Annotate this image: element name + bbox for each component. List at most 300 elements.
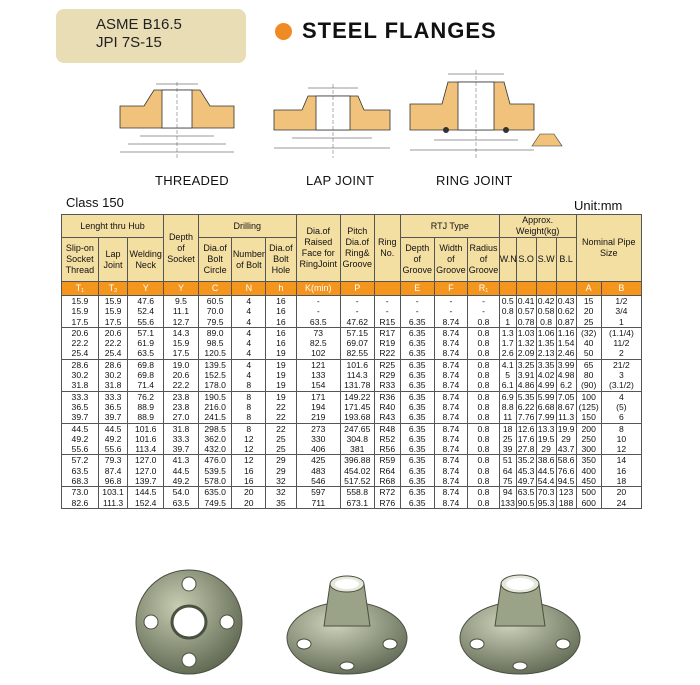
table-cell: 0.41 — [517, 296, 535, 306]
header-so: S.O — [516, 238, 536, 282]
table-cell: 6.35 — [400, 455, 434, 466]
table-cell: 15.9 — [62, 296, 99, 307]
table-cell: 20 — [232, 487, 266, 498]
table-cell: 39.7 — [98, 412, 127, 423]
table-cell: 673.1 — [340, 498, 374, 509]
table-cell: 0.43 — [557, 296, 575, 306]
table-cell: (90) — [576, 380, 601, 391]
table-cell: R36 — [374, 391, 400, 402]
table-cell: 304.8 — [340, 434, 374, 444]
table-cell: 18 — [601, 476, 641, 487]
table-cell: 79.5 — [198, 317, 232, 328]
table-body — [62, 296, 642, 509]
table-cell: 19 — [266, 380, 297, 391]
table-cell: 47.6 — [128, 296, 164, 307]
symbol-cell: Y — [164, 282, 199, 296]
table-cell: 190.5 — [198, 391, 232, 402]
table-cell: 19 — [266, 370, 297, 380]
table-cell: 1.3 — [499, 327, 516, 338]
table-row — [62, 412, 642, 423]
table-cell: 8.74 — [434, 466, 468, 476]
table-cell: 94 — [499, 487, 516, 498]
bullet-icon — [275, 23, 292, 40]
table-cell: 14.3 — [164, 327, 199, 338]
table-cell: 4 — [232, 327, 266, 338]
table-cell: 22 — [266, 412, 297, 423]
table-cell: 12.7 — [164, 317, 199, 328]
table-cell: 20.6 — [98, 327, 127, 338]
table-cell: 200 — [576, 423, 601, 434]
table-cell: 1.16 — [557, 327, 575, 338]
table-cell: 69.07 — [340, 338, 374, 348]
table-cell: 69.8 — [128, 370, 164, 380]
table-cell: 90.5 — [517, 497, 535, 508]
table-cell: 52.4 — [128, 306, 164, 316]
table-cell: R72 — [374, 487, 400, 498]
table-cell: 154 — [296, 380, 340, 391]
table-cell: 0.42 — [537, 296, 555, 306]
table-cell: 32 — [266, 487, 297, 498]
table-cell: 57.1 — [128, 327, 164, 338]
table-cell: 6.35 — [400, 348, 434, 359]
table-cell: 25 — [576, 317, 601, 328]
table-cell: (5) — [601, 402, 641, 412]
table-cell: 15.9 — [164, 338, 199, 348]
table-cell: 23.8 — [164, 402, 199, 412]
table-cell: R15 — [374, 317, 400, 328]
table-cell: 20.6 — [62, 327, 99, 338]
table-cell: 16 — [266, 296, 297, 307]
table-cell: 96.8 — [98, 476, 127, 487]
table-cell: 12 — [232, 455, 266, 466]
table-cell: 1.32 — [517, 338, 535, 349]
table-cell: 36.5 — [98, 402, 127, 412]
table-cell: 4 — [232, 306, 266, 316]
symbol-cell — [499, 282, 516, 296]
table-row — [62, 359, 642, 370]
table-cell: 43.7 — [557, 444, 575, 455]
header-groove-width: Width of Groove — [434, 238, 468, 282]
table-cell: 4.98 — [557, 370, 575, 381]
table-cell: - — [374, 306, 400, 316]
symbol-cell: Y — [128, 282, 164, 296]
table-cell: 8.74 — [434, 338, 468, 348]
flange-dimension-table — [61, 214, 642, 509]
table-cell: 44.5 — [164, 466, 199, 476]
table-cell: 0.8 — [468, 327, 500, 338]
table-cell: 63.5 — [296, 317, 340, 328]
table-cell: R68 — [374, 476, 400, 487]
table-cell: 2 — [601, 348, 641, 359]
table-cell: 24 — [601, 498, 641, 509]
table-cell: 25.4 — [62, 348, 99, 359]
table-cell: 4.86 — [517, 380, 535, 391]
table-cell: 1 — [601, 317, 641, 328]
lap-joint-label: LAP JOINT — [306, 173, 375, 188]
table-cell: 139.7 — [128, 476, 164, 487]
table-cell: 49.7 — [517, 476, 535, 487]
table-cell: 4 — [232, 338, 266, 348]
table-cell: 70.3 — [537, 487, 555, 498]
table-cell: 17.5 — [62, 317, 99, 328]
table-cell: 8.74 — [434, 412, 468, 423]
table-row — [62, 498, 642, 509]
header-pitch: Pitch Dia.of Ring& Groove — [340, 215, 374, 282]
table-cell: 0.8 — [468, 498, 500, 509]
table-cell: 57.15 — [340, 327, 374, 338]
table-cell: 300 — [576, 444, 601, 455]
table-cell: 19 — [266, 359, 297, 370]
table-cell: 31.8 — [98, 380, 127, 391]
table-cell: 500 — [576, 487, 601, 498]
table-cell: 1 — [499, 317, 516, 328]
table-cell: 10 — [601, 434, 641, 444]
table-cell: 381 — [340, 444, 374, 455]
table-cell: 2.09 — [517, 348, 535, 359]
table-row — [62, 444, 642, 455]
table-cell: R56 — [374, 444, 400, 455]
table-cell: 1/2 — [601, 296, 641, 307]
table-cell: 1.06 — [537, 327, 555, 338]
table-cell: 87.4 — [98, 466, 127, 476]
table-cell: 0.8 — [468, 402, 500, 412]
table-cell: 73 — [296, 327, 340, 338]
table-cell: 63.5 — [517, 487, 535, 498]
table-cell: 114.3 — [340, 370, 374, 380]
table-cell: 25 — [266, 434, 297, 444]
table-cell: 144.5 — [128, 487, 164, 498]
table-cell: 5.99 — [537, 391, 555, 402]
table-cell: 432.0 — [198, 444, 232, 455]
table-cell: 0.8 — [468, 359, 500, 370]
table-cell: 15.9 — [98, 306, 127, 316]
table-cell: 70.0 — [198, 306, 232, 316]
table-cell: 22.2 — [62, 338, 99, 348]
table-cell: 8.74 — [434, 359, 468, 370]
table-cell: 171.45 — [340, 402, 374, 412]
table-cell: 25 — [266, 444, 297, 455]
table-cell: 8.74 — [434, 370, 468, 380]
table-cell: 171 — [296, 391, 340, 402]
header-bolt-circle: Dia.of Bolt Circle — [198, 238, 232, 282]
table-cell: 76.6 — [557, 465, 575, 476]
table-cell: 6.9 — [499, 391, 516, 402]
table-cell: 47.62 — [340, 317, 374, 328]
header-bolt-hole: Dia.of Bolt Hole — [266, 238, 297, 282]
table-cell: 6.35 — [400, 487, 434, 498]
flange-photo-welding-neck-2 — [455, 566, 585, 678]
table-cell: 8 — [601, 423, 641, 434]
table-cell: 94.5 — [557, 476, 575, 487]
table-cell: 454.02 — [340, 466, 374, 476]
table-cell: 0.62 — [557, 306, 575, 317]
table-cell: 7.05 — [557, 391, 575, 402]
table-cell: 64 — [499, 466, 516, 476]
table-cell: 44.5 — [62, 423, 99, 434]
table-cell: 29 — [266, 466, 297, 476]
table-cell: 517.52 — [340, 476, 374, 487]
table-cell: 6.1 — [499, 380, 516, 391]
table-cell: 8.74 — [434, 487, 468, 498]
table-cell: 31.8 — [62, 380, 99, 391]
symbol-cell: h — [266, 282, 297, 296]
table-cell: 0.8 — [468, 391, 500, 402]
table-cell: 54.4 — [537, 476, 555, 487]
table-cell: 95.3 — [537, 497, 555, 508]
table-cell: 61.9 — [128, 338, 164, 348]
table-cell: 16 — [232, 476, 266, 487]
table-cell: 8.74 — [434, 423, 468, 434]
table-cell: 63.5 — [62, 466, 99, 476]
table-cell: 25 — [499, 434, 516, 444]
table-cell: 0.8 — [468, 476, 500, 487]
table-cell: 400 — [576, 466, 601, 476]
table-cell: 16 — [601, 466, 641, 476]
table-cell: 247.65 — [340, 423, 374, 434]
table-cell: 3.91 — [517, 370, 535, 381]
table-cell: 63.5 — [128, 348, 164, 359]
table-cell: 11.3 — [558, 412, 575, 423]
table-row — [62, 455, 642, 466]
table-cell: 15.9 — [62, 306, 99, 316]
table-cell: 88.9 — [128, 402, 164, 412]
table-cell: 101.6 — [340, 359, 374, 370]
header-num-bolt: Number of Bolt — [232, 238, 266, 282]
table-cell: 113.4 — [128, 444, 164, 455]
table-cell: 0.8 — [499, 306, 516, 316]
table-cell: 3.25 — [517, 359, 535, 370]
table-cell: 178.0 — [198, 380, 232, 391]
table-cell: 127.0 — [128, 455, 164, 466]
header-depth: Depth of Socket — [164, 215, 199, 282]
table-cell: R43 — [374, 412, 400, 423]
table-cell: 8 — [232, 412, 266, 423]
table-cell: 80 — [576, 370, 601, 380]
table-cell: 749.5 — [198, 498, 232, 509]
table-cell: 16 — [266, 306, 297, 316]
table-cell: - — [434, 296, 468, 307]
table-cell: 11.1 — [164, 306, 199, 316]
table-cell: 0.8 — [468, 348, 500, 359]
table-cell: 6.35 — [400, 391, 434, 402]
table-cell: 69.8 — [128, 359, 164, 370]
table-cell: 0.58 — [537, 306, 555, 317]
table-cell: 6.35 — [400, 327, 434, 338]
table-cell: 89.0 — [198, 327, 232, 338]
table-cell: 4 — [232, 348, 266, 359]
table-cell: 558.8 — [340, 487, 374, 498]
table-cell: 15 — [576, 296, 601, 307]
table-cell: 5 — [499, 370, 516, 380]
header-bl: B.L — [556, 238, 576, 282]
table-cell: 350 — [576, 455, 601, 466]
table-cell: 36.5 — [62, 402, 99, 412]
table-cell: R29 — [374, 370, 400, 380]
table-cell: 7.99 — [537, 412, 555, 423]
table-cell: 22.2 — [164, 380, 199, 391]
flange-photo-threaded — [132, 566, 247, 678]
symbol-cell: B — [601, 282, 641, 296]
table-cell: 127.0 — [128, 466, 164, 476]
table-cell: 30.2 — [62, 370, 99, 380]
table-cell: 35 — [266, 498, 297, 509]
table-cell: 546 — [296, 476, 340, 487]
symbol-cell: P — [340, 282, 374, 296]
table-cell: 425 — [296, 455, 340, 466]
symbol-cell — [536, 282, 556, 296]
table-cell: 539.5 — [198, 466, 232, 476]
table-cell: 58.6 — [557, 455, 575, 466]
table-cell: 11/2 — [601, 338, 641, 348]
table-cell: 33.3 — [164, 434, 199, 444]
table-cell: 0.8 — [468, 487, 500, 498]
table-cell: 40 — [576, 338, 601, 348]
table-cell: 50 — [576, 348, 601, 359]
table-cell: 12 — [232, 444, 266, 455]
table-cell: 31.8 — [164, 423, 199, 434]
table-cell: 8.74 — [434, 476, 468, 487]
table-cell: 44.5 — [98, 423, 127, 434]
table-cell: - — [374, 296, 400, 307]
table-cell: 6.68 — [537, 401, 555, 412]
table-cell: 0.8 — [468, 317, 500, 328]
table-cell: 3/4 — [601, 306, 641, 316]
table-cell: 131.78 — [340, 380, 374, 391]
table-cell: 8.74 — [434, 348, 468, 359]
table-cell: 16 — [232, 466, 266, 476]
table-cell: 13.3 — [537, 423, 555, 434]
table-row — [62, 348, 642, 359]
table-cell: 8 — [232, 402, 266, 412]
table-cell: 273 — [296, 423, 340, 434]
table-cell: 4 — [232, 370, 266, 380]
table-cell: 73.0 — [62, 487, 99, 498]
table-cell: (3.1/2) — [601, 380, 641, 391]
table-cell: 22 — [266, 423, 297, 434]
table-cell: 54.0 — [164, 487, 199, 498]
table-cell: R76 — [374, 498, 400, 509]
table-cell: 121 — [296, 359, 340, 370]
table-cell: 20.6 — [164, 370, 199, 380]
table-cell: 23.8 — [164, 391, 199, 402]
table-cell: 55.6 — [62, 444, 99, 455]
table-cell: 635.0 — [198, 487, 232, 498]
table-cell: 8 — [232, 380, 266, 391]
table-row — [62, 370, 642, 380]
table-cell: 123 — [556, 487, 576, 498]
table-cell: 12 — [601, 444, 641, 455]
symbol-cell: C — [198, 282, 232, 296]
table-cell: 6.2 — [556, 380, 576, 391]
table-row — [62, 338, 642, 348]
table-cell: 219 — [296, 412, 340, 423]
table-cell: 33.3 — [62, 391, 99, 402]
table-cell: 16 — [266, 338, 297, 348]
table-cell: 8.74 — [434, 391, 468, 402]
table-row — [62, 423, 642, 434]
table-cell: 30.2 — [98, 370, 127, 380]
table-row — [62, 317, 642, 328]
table-cell: 28.6 — [98, 359, 127, 370]
table-cell: 5.35 — [517, 391, 535, 402]
table-cell: 49.2 — [62, 434, 99, 444]
table-cell: 0.8 — [468, 434, 500, 444]
class-label: Class 150 — [66, 195, 124, 210]
table-cell: R64 — [374, 466, 400, 476]
table-cell: 139.5 — [198, 359, 232, 370]
table-cell: 0.78 — [517, 316, 535, 327]
table-cell: 2.13 — [537, 348, 555, 359]
table-cell: 0.8 — [468, 455, 500, 466]
table-cell: 0.57 — [517, 306, 535, 317]
table-row — [62, 466, 642, 476]
table-cell: 101.6 — [128, 423, 164, 434]
table-cell: 120.5 — [198, 348, 232, 359]
symbol-cell — [556, 282, 576, 296]
table-cell: 0.8 — [468, 370, 500, 380]
table-cell: 12 — [232, 434, 266, 444]
table-cell: 6.35 — [400, 434, 434, 444]
table-cell: 1.54 — [557, 338, 575, 349]
table-cell: R25 — [374, 359, 400, 370]
table-cell: 188 — [556, 498, 576, 509]
standard-badge — [56, 9, 246, 63]
table-cell: 6.35 — [400, 359, 434, 370]
table-cell: 82.6 — [62, 498, 99, 509]
table-cell: R48 — [374, 423, 400, 434]
table-cell: - — [468, 306, 500, 316]
table-cell: - — [296, 306, 340, 316]
table-cell: 51 — [499, 455, 516, 466]
table-cell: 14 — [601, 455, 641, 466]
table-cell: 15.9 — [98, 296, 127, 307]
table-cell: 68.3 — [62, 476, 99, 487]
table-cell: 44.5 — [537, 465, 555, 476]
table-cell: R17 — [374, 327, 400, 338]
table-cell: 79.3 — [98, 455, 127, 466]
table-cell: 578.0 — [198, 476, 232, 487]
table-cell: 0.87 — [557, 316, 575, 327]
table-cell: 65 — [576, 359, 601, 370]
table-cell: 0.8 — [468, 338, 500, 348]
table-cell: 21/2 — [601, 359, 641, 370]
table-cell: 4.1 — [499, 359, 516, 370]
symbol-cell — [374, 282, 400, 296]
table-cell: 4 — [232, 296, 266, 307]
table-cell: 17.6 — [517, 433, 535, 444]
header-drilling: Drilling — [198, 215, 296, 238]
table-cell: 152.5 — [198, 370, 232, 380]
table-cell: - — [296, 296, 340, 307]
table-cell: 6.35 — [400, 338, 434, 348]
table-cell: - — [468, 296, 500, 307]
table-cell: 8 — [232, 423, 266, 434]
table-cell: 600 — [576, 498, 601, 509]
table-cell: 19 — [266, 391, 297, 402]
symbol-cell: A — [576, 282, 601, 296]
table-cell: R33 — [374, 380, 400, 391]
table-cell: 60.5 — [198, 296, 232, 307]
table-cell: 57.2 — [62, 455, 99, 466]
table-cell: 3.99 — [557, 359, 575, 370]
page-title — [275, 18, 497, 44]
symbol-cell: N — [232, 282, 266, 296]
table-cell: 6.35 — [400, 466, 434, 476]
table-cell: 39 — [499, 444, 516, 455]
table-cell: 16 — [266, 327, 297, 338]
threaded-diagram — [100, 78, 250, 168]
symbol-cell — [516, 282, 536, 296]
